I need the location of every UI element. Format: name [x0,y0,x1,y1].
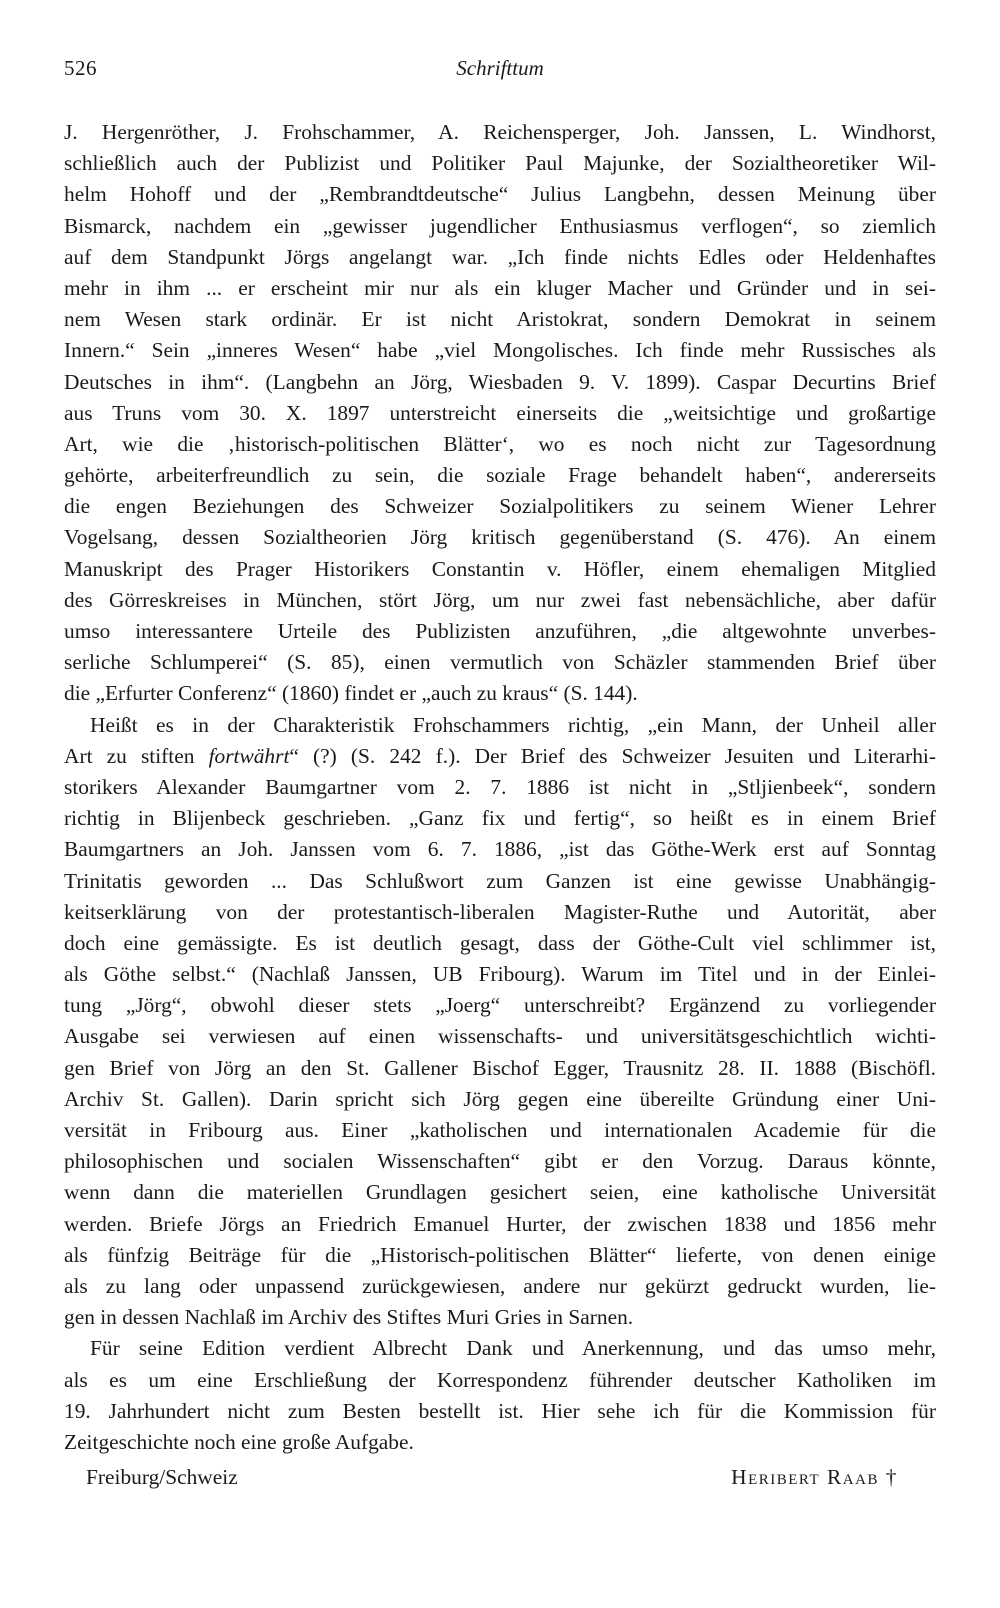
text-line: werden. Briefe Jörgs an Friedrich Emanuel Hurter, der zwischen 1838 und 1856 mehr [64,1211,936,1236]
text-line: serliche Schlumperei“ (S. 85), einen vermutlich von Schäzler stammenden Brief über [64,650,936,675]
text-line: Vogelsang, dessen Sozialtheorien Jörg kritisch gegenüberstand (S. 476). An einem [64,525,936,550]
text-line: als zu lang oder unpassend zurückgewiesen, andere nur gekürzt gedruckt wurden, lie- [64,1273,936,1298]
text-line: Baumgartners an Joh. Janssen vom 6. 7. 1886, „ist das Göthe-Werk erst auf Sonntag [64,837,936,862]
text-line: auf dem Standpunkt Jörgs angelangt war. „Ich finde nichts Edles oder Heldenhaftes [64,244,936,269]
text-line: Heißt es in der Charakteristik Frohschammers richtig, „ein Mann, der Unheil aller [90,712,936,737]
running-head: Schrifttum [456,56,544,80]
signature-place: Freiburg/Schweiz [86,1465,238,1490]
text-line: nem Wesen stark ordinär. Er ist nicht Aristokrat, sondern Demokrat in seinem [64,307,936,332]
text-line: Art, wie die ‚historisch-politischen Blätter‘, wo es noch nicht zur Tagesordnung [64,431,936,456]
text-line: die engen Beziehungen des Schweizer Sozialpolitikers zu seinem Wiener Lehrer [64,494,936,519]
text-line: Art zu stiften fortwährt“ (?) (S. 242 f.). Der Brief des Schweizer Jesuiten und Literarhi- [64,743,936,768]
page-number: 526 [64,56,97,80]
paragraph [64,710,936,1334]
text-line: die „Erfurter Conferenz“ (1860) findet er „auch zu kraus“ (S. 144). [64,681,638,706]
text-line: richtig in Blijenbeck geschrieben. „Ganz fix und fertig“, so heißt es in einem Brief [64,806,936,831]
text-line: gen in dessen Nachlaß im Archiv des Stiftes Muri Gries in Sarnen. [64,1305,634,1330]
text-line: keitserklärung von der protestantisch-liberalen Magister-Ruthe und Autorität, aber [64,899,936,924]
text-line: 19. Jahrhundert nicht zum Besten bestellt ist. Hier sehe ich für die Kommission für [64,1398,936,1423]
signature-author: Heribert Raab † [731,1465,898,1490]
text-line: des Görreskreises in München, stört Jörg, um nur zwei fast nebensächliche, aber dafür [64,587,936,612]
text-line: versität in Fribourg aus. Einer „katholischen und internationalen Academie für die [64,1118,936,1142]
text-line: als Göthe selbst.“ (Nachlaß Janssen, UB Fribourg). Warum im Titel und in der Einlei- [64,962,936,987]
text-line: tung „Jörg“, obwohl dieser stets „Joerg“ unterschreibt? Ergänzend zu vorliegender [64,993,936,1018]
text-line: Ausgabe sei verwiesen auf einen wissenschafts- und universitätsgeschichtlich wichti- [64,1024,936,1049]
body-text [64,117,936,1494]
text-line: Manuskript des Prager Historikers Constantin v. Höfler, einem ehemaligen Mitglied [64,556,936,581]
text-line: schließlich auch der Publizist und Politiker Paul Majunke, der Sozialtheoretiker Wil- [64,151,936,176]
text-line: Innern.“ Sein „inneres Wesen“ habe „viel Mongolisches. Ich finde mehr Russisches als [64,338,936,363]
text-line: doch eine gemässigte. Es ist deutlich gesagt, dass der Göthe-Cult viel schlimmer ist, [64,930,936,955]
text-line: umso interessantere Urteile des Publizisten anzuführen, „die altgewohnte unverbes- [64,619,936,643]
paragraph [64,1333,936,1458]
text-line: gehörte, arbeiterfreundlich zu sein, die soziale Frage behandelt haben“, andererseits [64,463,936,488]
text-line: Für seine Edition verdient Albrecht Dank und Anerkennung, und das umso mehr, [90,1336,936,1361]
text-line: Zeitgeschichte noch eine große Aufgabe. [64,1429,414,1454]
text-line: Deutsches in ihm“. (Langbehn an Jörg, Wiesbaden 9. V. 1899). Caspar Decurtins Brief [64,369,936,394]
text-line: Bismarck, nachdem ein „gewisser jugendlicher Enthusiasmus verflogen“, so ziemlich [64,213,936,238]
text-line: Archiv St. Gallen). Darin spricht sich Jörg gegen eine übereilte Gründung einer Uni- [64,1086,936,1111]
text-line: aus Truns vom 30. X. 1897 unterstreicht einerseits die „weitsichtige und großartige [64,400,936,425]
text-line: mehr in ihm ... er erscheint mir nur als ein kluger Macher und Gründer und in sei- [64,275,936,300]
text-line: als fünfzig Beiträge für die „Historisch-politischen Blätter“ lieferte, von denen einige [64,1242,936,1267]
text-line: philosophischen und socialen Wissenschaften“ gibt er den Vorzug. Daraus könnte, [64,1149,936,1174]
text-line: Trinitatis geworden ... Das Schlußwort zum Ganzen ist eine gewisse Unabhängig- [64,868,936,893]
text-line: als es um eine Erschließung der Korrespondenz führender deutscher Katholiken im [64,1367,936,1392]
text-line: helm Hohoff und der „Rembrandtdeutsche“ Julius Langbehn, dessen Meinung über [64,182,936,207]
signature-row [64,1460,936,1494]
paragraph [64,117,936,710]
text-line: J. Hergenröther, J. Frohschammer, A. Reichensperger, Joh. Janssen, L. Windhorst, [64,120,936,144]
text-line: wenn dann die materiellen Grundlagen gesichert seien, eine katholische Universität [64,1180,936,1205]
text-line: storikers Alexander Baumgartner vom 2. 7. 1886 ist nicht in „Stljienbeek“, sondern [64,774,936,799]
emphasis: fortwährt [208,743,290,768]
text-line: gen Brief von Jörg an den St. Gallener Bischof Egger, Trausnitz 28. II. 1888 (Bischöfl. [64,1055,936,1080]
